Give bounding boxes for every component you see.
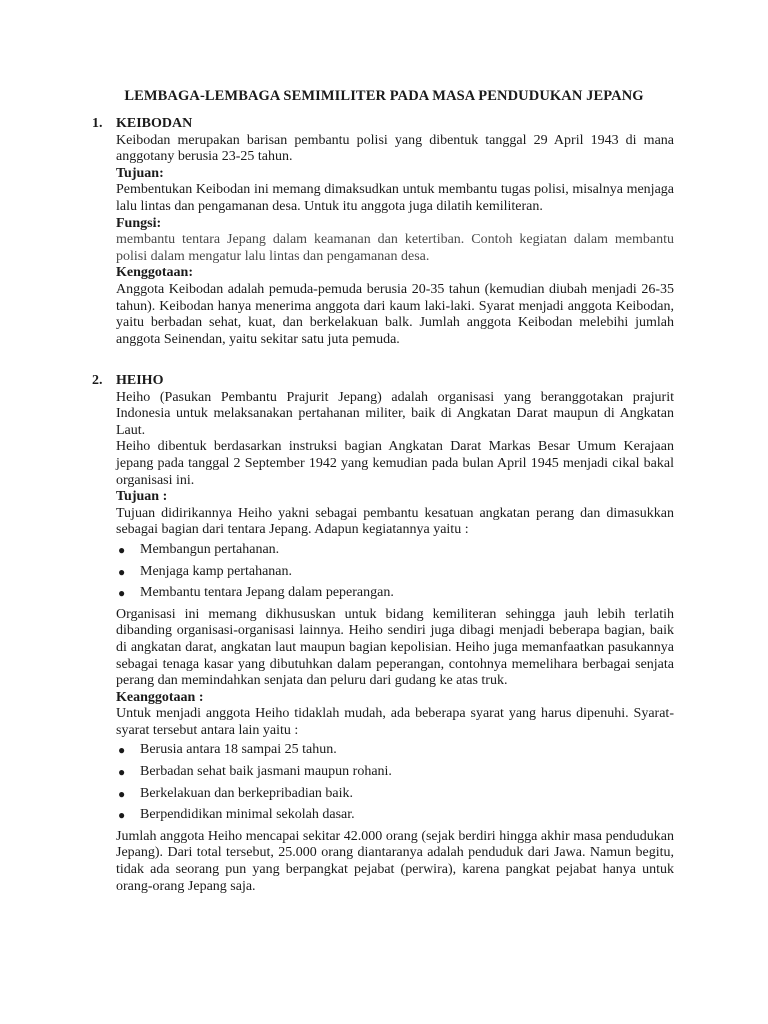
syarat-list [116,742,674,823]
heiho-intro-1: Heiho (Pasukan Pembantu Prajurit Jepang) adalah organisasi yang beranggotakan prajurit Indonesia untuk melaksanakan pertahanan militer, baik di Angkatan Darat maupun di Angkatan Laut. [116,389,674,438]
keibodan-fungsi-label: Fungsi: [116,215,162,231]
kegiatan-list [116,542,674,602]
list-item: ● Membangun pertahanan. [118,541,280,557]
list-item: ● Berkelakuan dan berkepribadian baik. [118,785,354,801]
bullet-icon: ● [118,542,126,557]
list-item: ● Berbadan sehat baik jasmani maupun rohani. [118,764,392,780]
list-item: ● Menjaga kamp pertahanan. [118,563,292,579]
section-number: 2. [92,373,103,388]
heiho-intro-2: Heiho dibentuk berdasarkan instruksi bagian Angkatan Darat Markas Besar Umum Kerajaan jepang pada tanggal 2 September 1942 yang kemudian pada bulan April 1945 menjadi cikal bakal organisasi ini. [116,439,674,488]
bullet-icon: ● [118,586,126,601]
bullet-icon: ● [118,765,126,780]
keibodan-fungsi-text: membantu tentara Jepang dalam keamanan dan ketertiban. Contoh kegiatan dalam membantu polisi dalam mengatur lalu lintas dan pengamanan desa. [116,232,674,264]
section-heading: HEIHO [116,373,164,388]
keibodan-intro: Keibodan merupakan barisan pembantu polisi yang dibentuk tanggal 29 April 1943 di mana anggotany berusia 23-25 tahun. [116,132,674,165]
heiho-keanggotaan-text: Untuk menjadi anggota Heiho tidaklah mudah, ada beberapa syarat yang harus dipenuhi. Syarat-syarat tersebut antara lain yaitu : [116,706,674,738]
section-heiho [92,373,674,895]
keibodan-tujuan-label: Tujuan: [116,165,164,181]
heiho-keanggotaan-label: Keanggotaan : [116,689,204,705]
keibodan-kenggotaan-label: Kenggotaan: [116,265,193,281]
bullet-icon: ● [118,808,126,823]
page-title: LEMBAGA-LEMBAGA SEMIMILITER PADA MASA PENDUDUKAN JEPANG [124,88,644,104]
list-item: ● Berpendidikan minimal sekolah dasar. [118,807,355,823]
bullet-icon: ● [118,786,126,801]
section-number: 1. [92,116,103,131]
heiho-tujuan-label: Tujuan : [116,489,168,505]
section-heading: KEIBODAN [116,116,193,131]
heiho-jumlah-text: Jumlah anggota Heiho mencapai sekitar 42.000 orang (sejak berdiri hingga akhir masa pendudukan Jepang). Dari total tersebut, 25.000 orang diantaranya adalah penduduk dari Jawa. Namun begitu, tidak ada seorang pun yang berpangkat pejabat (perwira), karena pangkat pejabat hanya untuk orang-orang Jepang saja. [116,828,674,894]
list-item: ● Membantu tentara Jepang dalam peperangan. [118,585,394,601]
bullet-icon: ● [118,564,126,579]
section-keibodan [92,116,674,348]
bullet-icon: ● [118,743,126,758]
heiho-organisasi-text: Organisasi ini memang dikhususkan untuk bidang kemiliteran sehingga jauh lebih terlatih dibanding organisasi-organisasi lainnya. Heiho sendiri juga dibagi menjadi beberapa bagian, baik di angkatan darat, angkatan laut maupun bagian kepolisian. Heiho juga memanfaatkan pasukannya sebagai tenaga kasar yang dibutuhkan dalam peperangan, contohnya memelihara berbagai senjata perang dan memindahkan senjata dan peluru dari gudang ke atas truk. [116,606,674,689]
keibodan-tujuan-text: Pembentukan Keibodan ini memang dimaksudkan untuk membantu tugas polisi, misalnya menjaga lalu lintas dan pengamanan desa. Untuk itu anggota juga dilatih kemiliteran. [116,182,674,214]
keibodan-kenggotaan-text: Anggota Keibodan adalah pemuda-pemuda berusia 20-35 tahun (kemudian diubah menjadi 26-35 tahun). Keibodan hanya menerima anggota dari kaum laki-laki. Syarat menjadi anggota Keibodan, yaitu berbadan sehat, kuat, dan berkelakuan balk. Jumlah anggota Keibodan melebihi jumlah anggota Seinendan, yaitu sekitar satu juta pemuda. [116,281,674,347]
list-item: ● Berusia antara 18 sampai 25 tahun. [118,742,337,758]
heiho-tujuan-text: Tujuan didirikannya Heiho yakni sebagai pembantu kesatuan angkatan perang dan dimasukkan sebagai bagian dari tentara Jepang. Adapun kegiatannya yaitu : [116,505,674,538]
